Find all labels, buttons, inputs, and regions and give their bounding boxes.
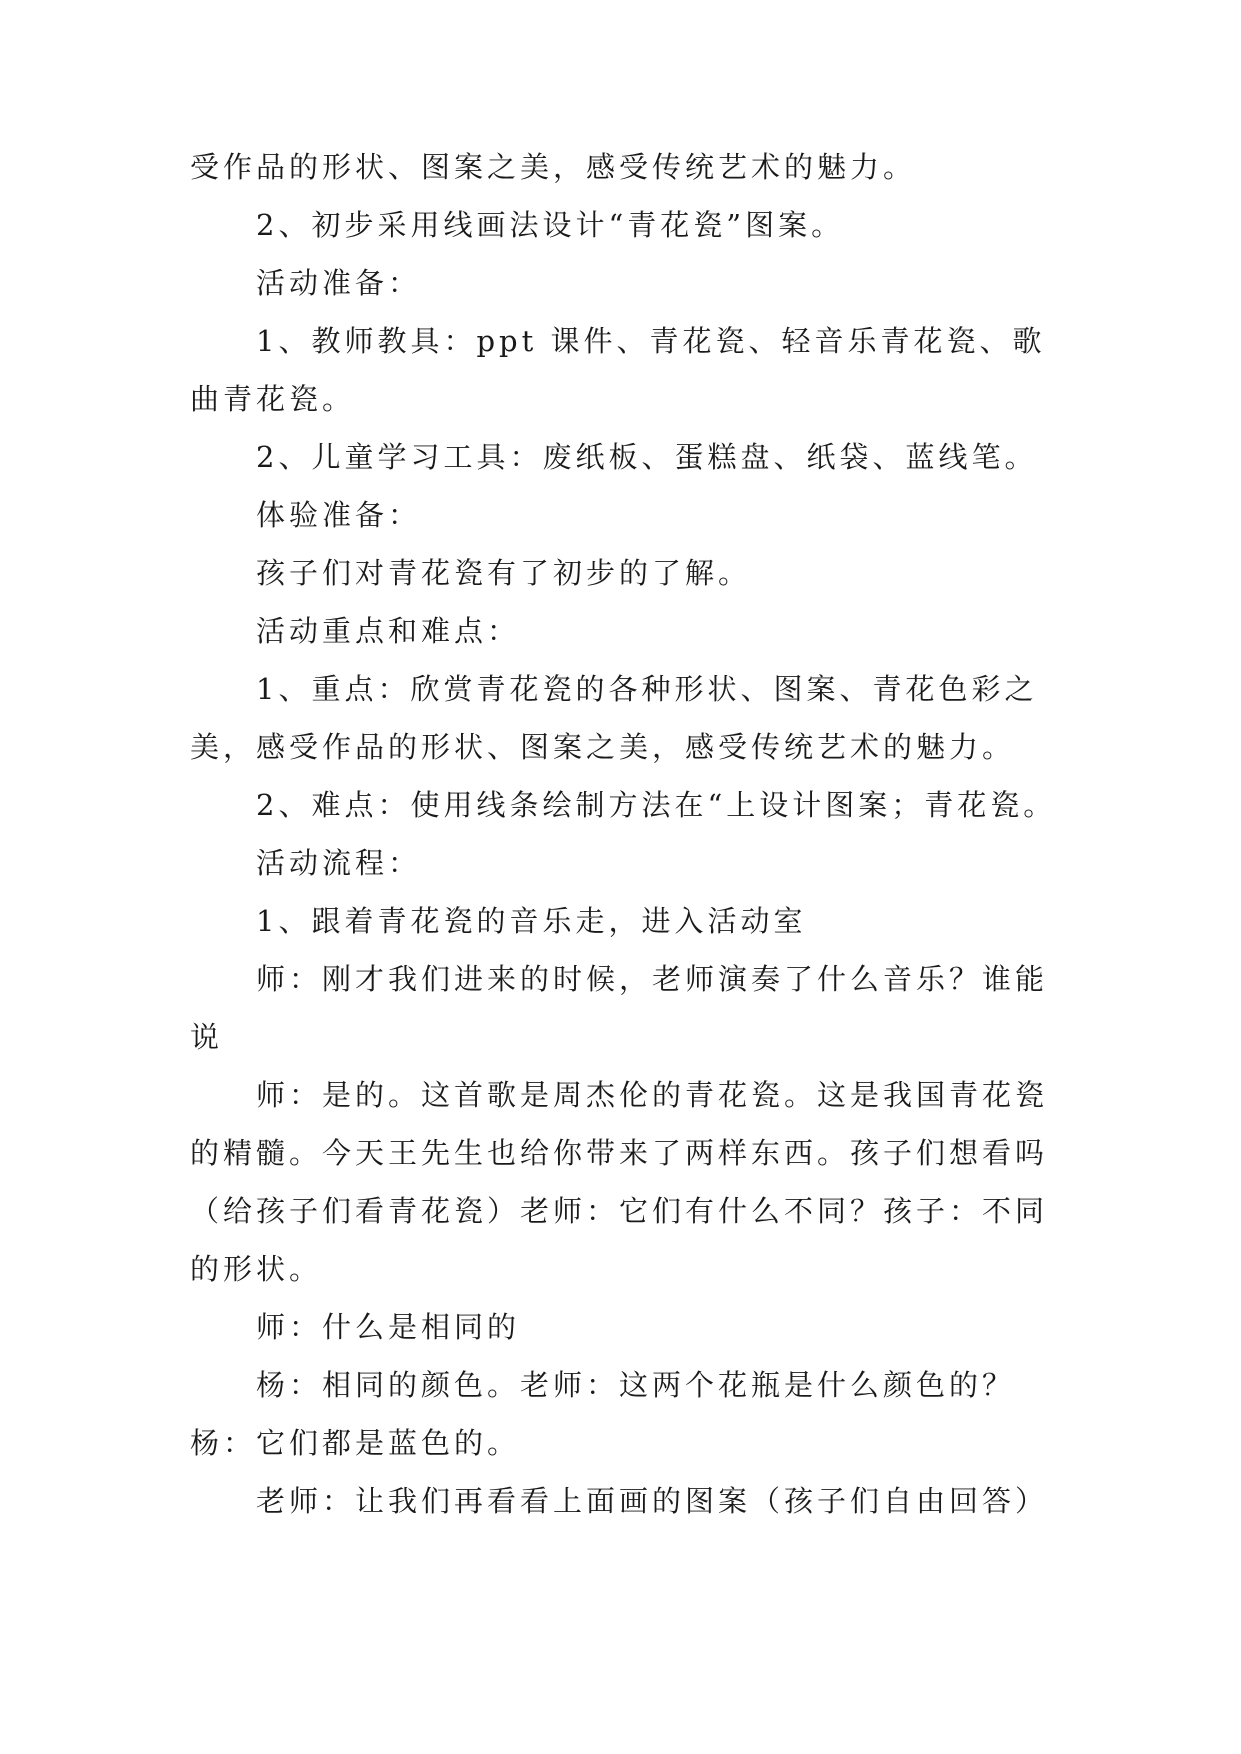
paragraph: 1、跟着青花瓷的音乐走，进入活动室	[256, 904, 807, 938]
document-body	[190, 138, 1070, 1530]
paragraph: 2、难点：使用线条绘制方法在“上设计图案；青花瓷。	[256, 788, 1057, 822]
section-heading: 体验准备：	[256, 498, 422, 532]
paragraph: 老师：让我们再看看上面画的图案（孩子们自由回答）	[256, 1484, 1049, 1518]
paragraph: 2、儿童学习工具：废纸板、蛋糕盘、纸袋、蓝线笔。	[256, 440, 1038, 474]
section-heading: 活动流程：	[256, 846, 422, 880]
paragraph: 2、初步采用线画法设计“青花瓷”图案。	[256, 208, 845, 242]
paragraph: 受作品的形状、图案之美，感受传统艺术的魅力。	[190, 150, 917, 184]
paragraph: 师：什么是相同的	[256, 1310, 521, 1344]
paragraph: 师：刚才我们进来的时候，老师演奏了什么音乐？谁能说	[190, 962, 1049, 1054]
paragraph: 师：是的。这首歌是周杰伦的青花瓷。这是我国青花瓷的精髓。今天王先生也给你带来了两样东西。孩子们想看吗（给孩子们看青花瓷）老师：它们有什么不同？孩子：不同的形状。	[190, 1078, 1049, 1286]
paragraph: 1、重点：欣赏青花瓷的各种形状、图案、青花色彩之美，感受作品的形状、图案之美，感受传统艺术的魅力。	[190, 672, 1038, 764]
paragraph: 孩子们对青花瓷有了初步的了解。	[256, 556, 752, 590]
section-heading: 活动重点和难点：	[256, 614, 521, 648]
section-heading: 活动准备：	[256, 266, 422, 300]
paragraph: 1、教师教具：ppt 课件、青花瓷、轻音乐青花瓷、歌曲青花瓷。	[190, 324, 1046, 416]
paragraph: 杨：相同的颜色。老师：这两个花瓶是什么颜色的？杨：它们都是蓝色的。	[190, 1368, 1016, 1460]
